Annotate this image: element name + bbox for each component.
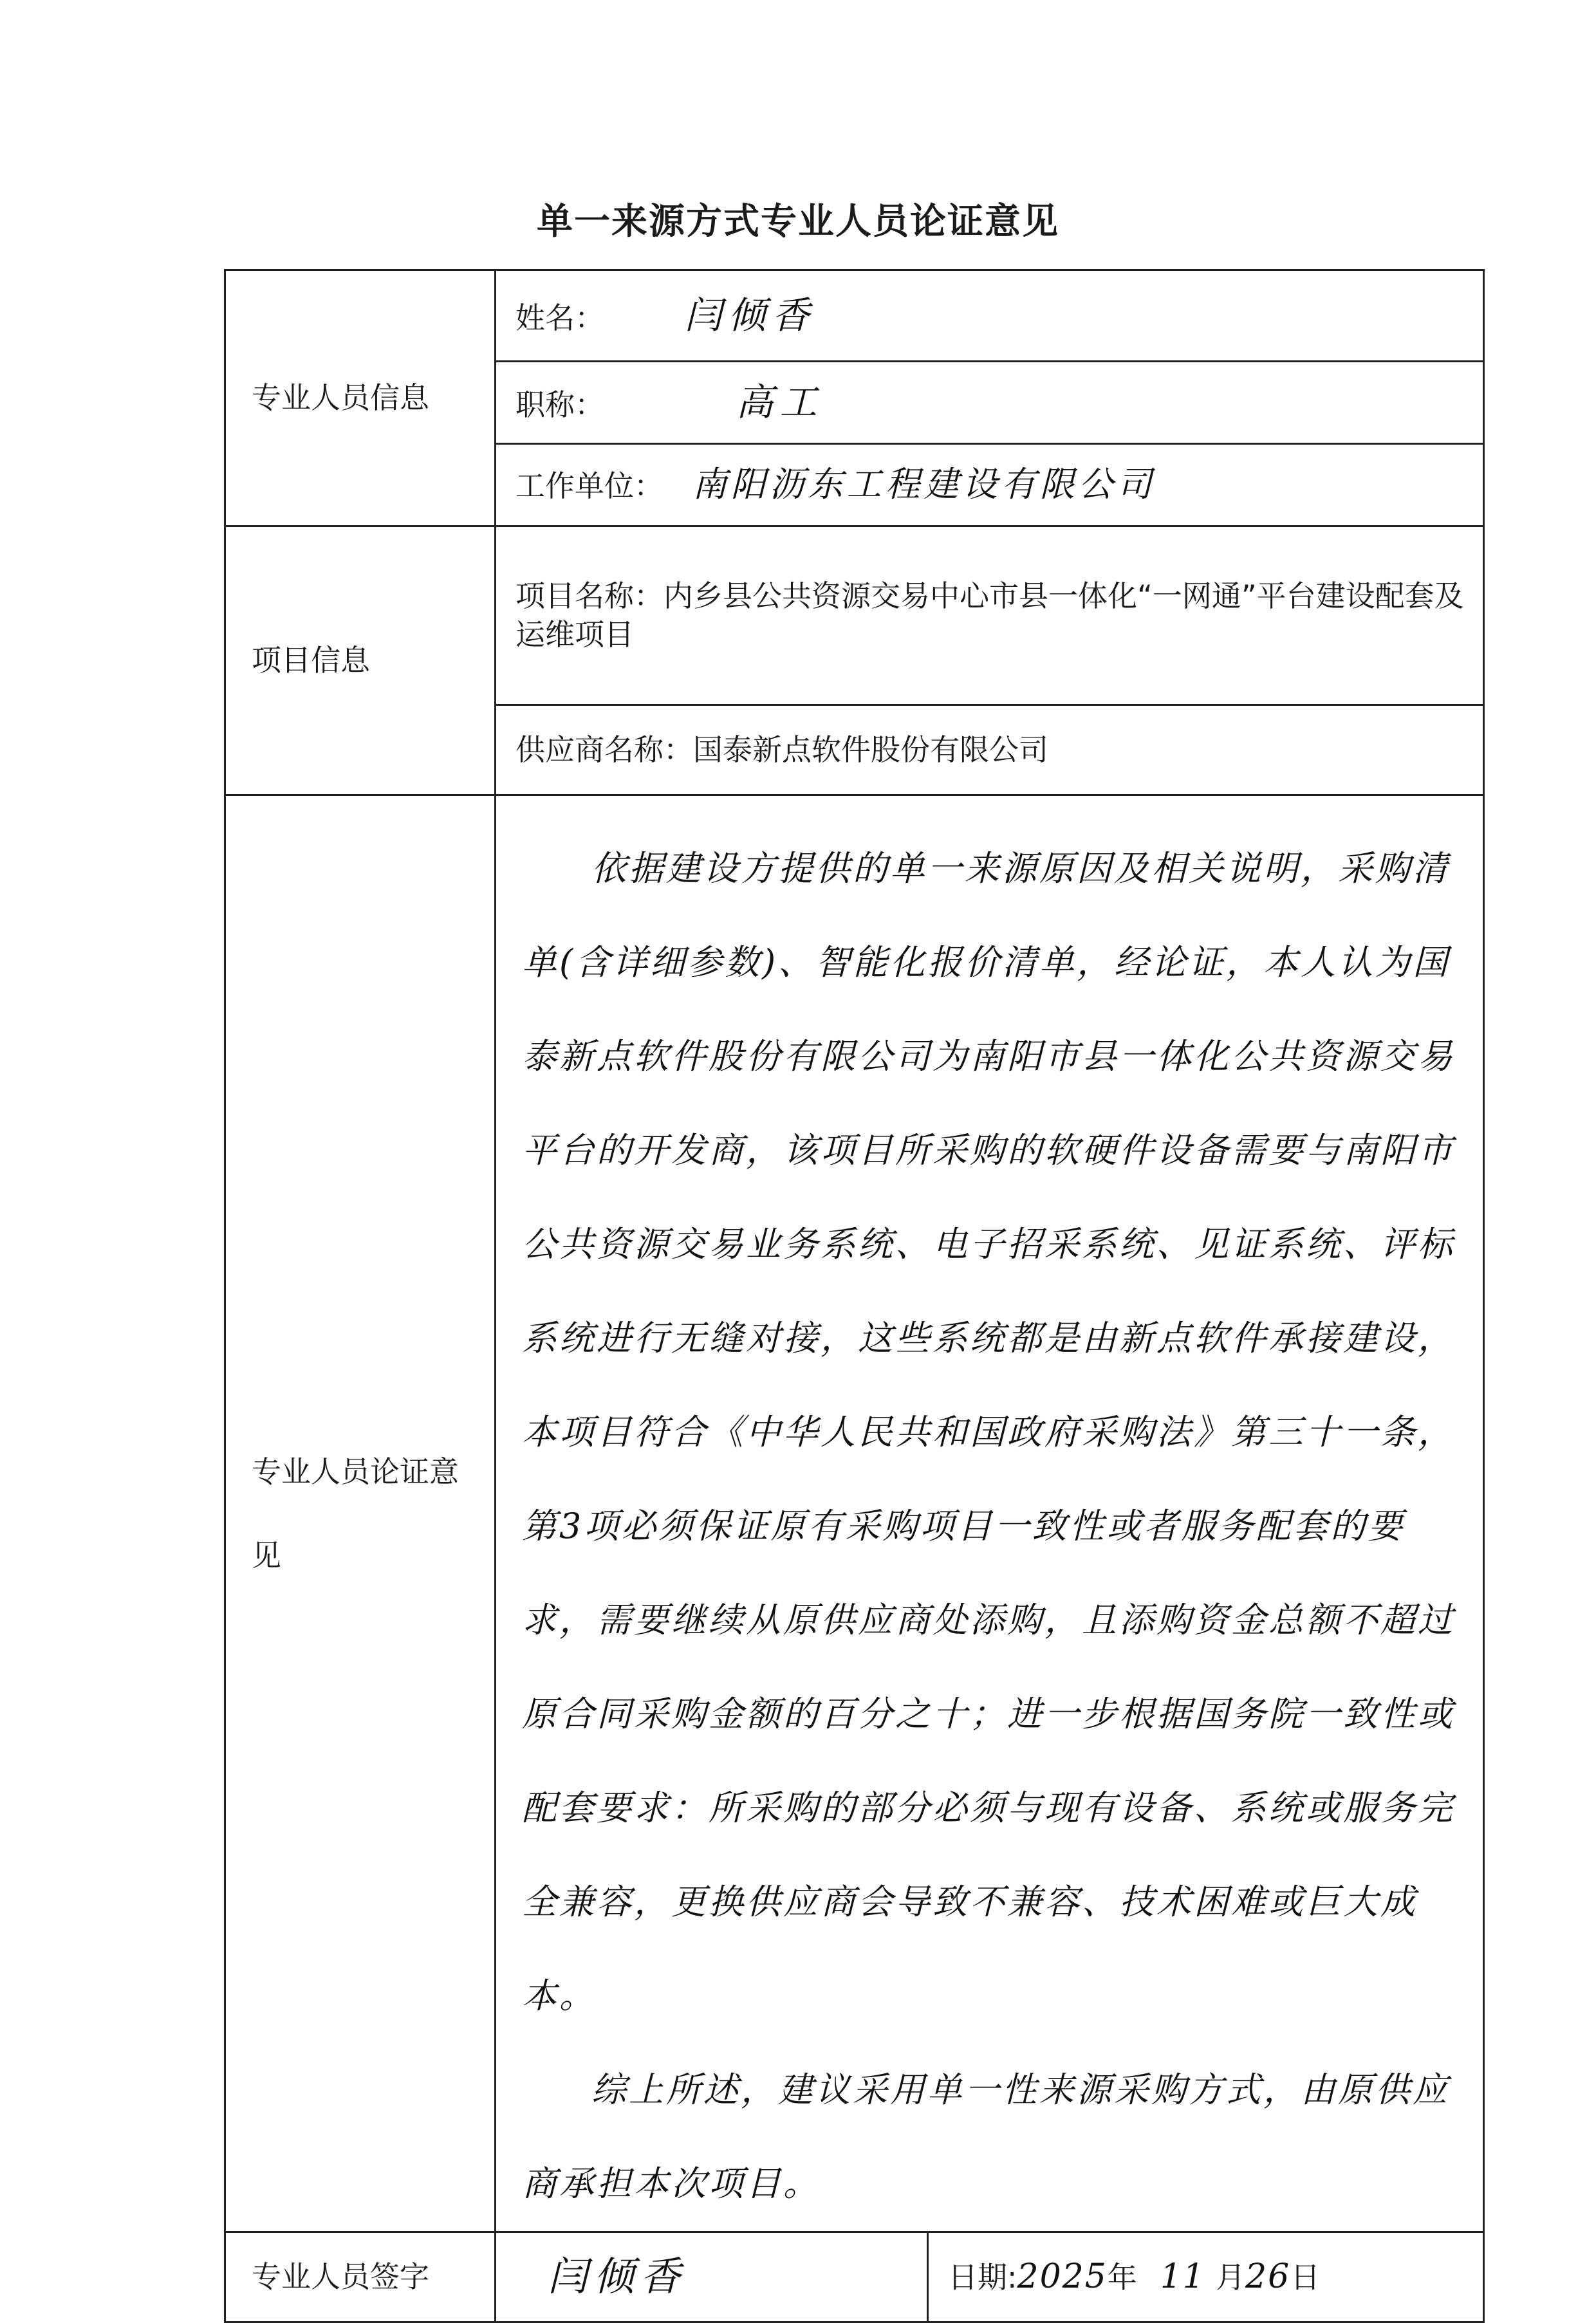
unit-value: 南阳沥东工程建设有限公司 — [692, 464, 1156, 505]
signature-label: 专业人员签字 — [225, 2232, 496, 2322]
supplier-value: 国泰新点软件股份有限公司 — [693, 732, 1048, 767]
project-name-row — [496, 526, 1484, 705]
supplier-row — [496, 705, 1484, 795]
date-month-unit: 月 — [1216, 2259, 1246, 2295]
project-name-label: 项目名称： — [515, 578, 663, 613]
page-title: 单一来源方式专业人员论证意见 — [537, 200, 1059, 243]
unit-row — [496, 444, 1484, 526]
name-value: 闫倾香 — [684, 293, 816, 337]
opinion-paragraph-1: 依据建设方提供的单一来源原因及相关说明，采购清单(含详细参数)、智能化报价清单，经论证，本人认为国泰新点软件股份有限公司为南阳市县一体化公共资源交易平台的开发商，该项目所采购的软硬件设备需要与南阳市公共资源交易业务系统、电子招采系统、见证系统、评标系统进行无缝对接，这些系统都是由新点软件承接建设，本项目符合《中华人民共和国政府采购法》第三十一条，第3项必须保证原有采购项目一致性或者服务配套的要求，需要继续从原供应商处添购，且添购资金总额不超过原合同采购金额的百分之十；进一步根据国务院一致性或配套要求：所采购的部分必须与现有设备、系统或服务完全兼容，更换供应商会导致不兼容、技术困难或巨大成本。 — [522, 848, 1455, 2016]
date-day: 26 — [1245, 2257, 1291, 2296]
name-row — [496, 270, 1484, 362]
date-label: 日期: — [948, 2259, 1017, 2295]
opinion-content — [496, 795, 1484, 2232]
title-value: 高工 — [736, 380, 824, 424]
unit-label: 工作单位： — [515, 468, 663, 504]
project-name-value: 内乡县公共资源交易中心市县一体化“一网通”平台建设配套及运维项目 — [515, 578, 1464, 652]
name-label: 姓名： — [515, 300, 604, 335]
expert-info-label: 专业人员信息 — [225, 270, 496, 526]
title-label: 职称： — [515, 387, 604, 422]
opinion-label: 专业人员论证意见 — [225, 795, 496, 2232]
date-month: 11 — [1160, 2257, 1206, 2296]
date-cell — [928, 2232, 1484, 2322]
opinion-paragraph-2: 综上所述，建议采用单一性来源采购方式，由原供应商承担本次项目。 — [522, 2069, 1450, 2204]
signature-value: 闫倾香 — [548, 2253, 687, 2300]
date-day-unit: 日 — [1290, 2259, 1321, 2295]
date-year: 2025 — [1017, 2257, 1108, 2296]
signature-cell — [496, 2232, 928, 2322]
supplier-label: 供应商名称： — [515, 732, 693, 767]
title-row — [496, 362, 1484, 444]
form-table — [224, 269, 1485, 2323]
date-year-unit: 年 — [1107, 2259, 1137, 2295]
project-info-label: 项目信息 — [225, 526, 496, 795]
